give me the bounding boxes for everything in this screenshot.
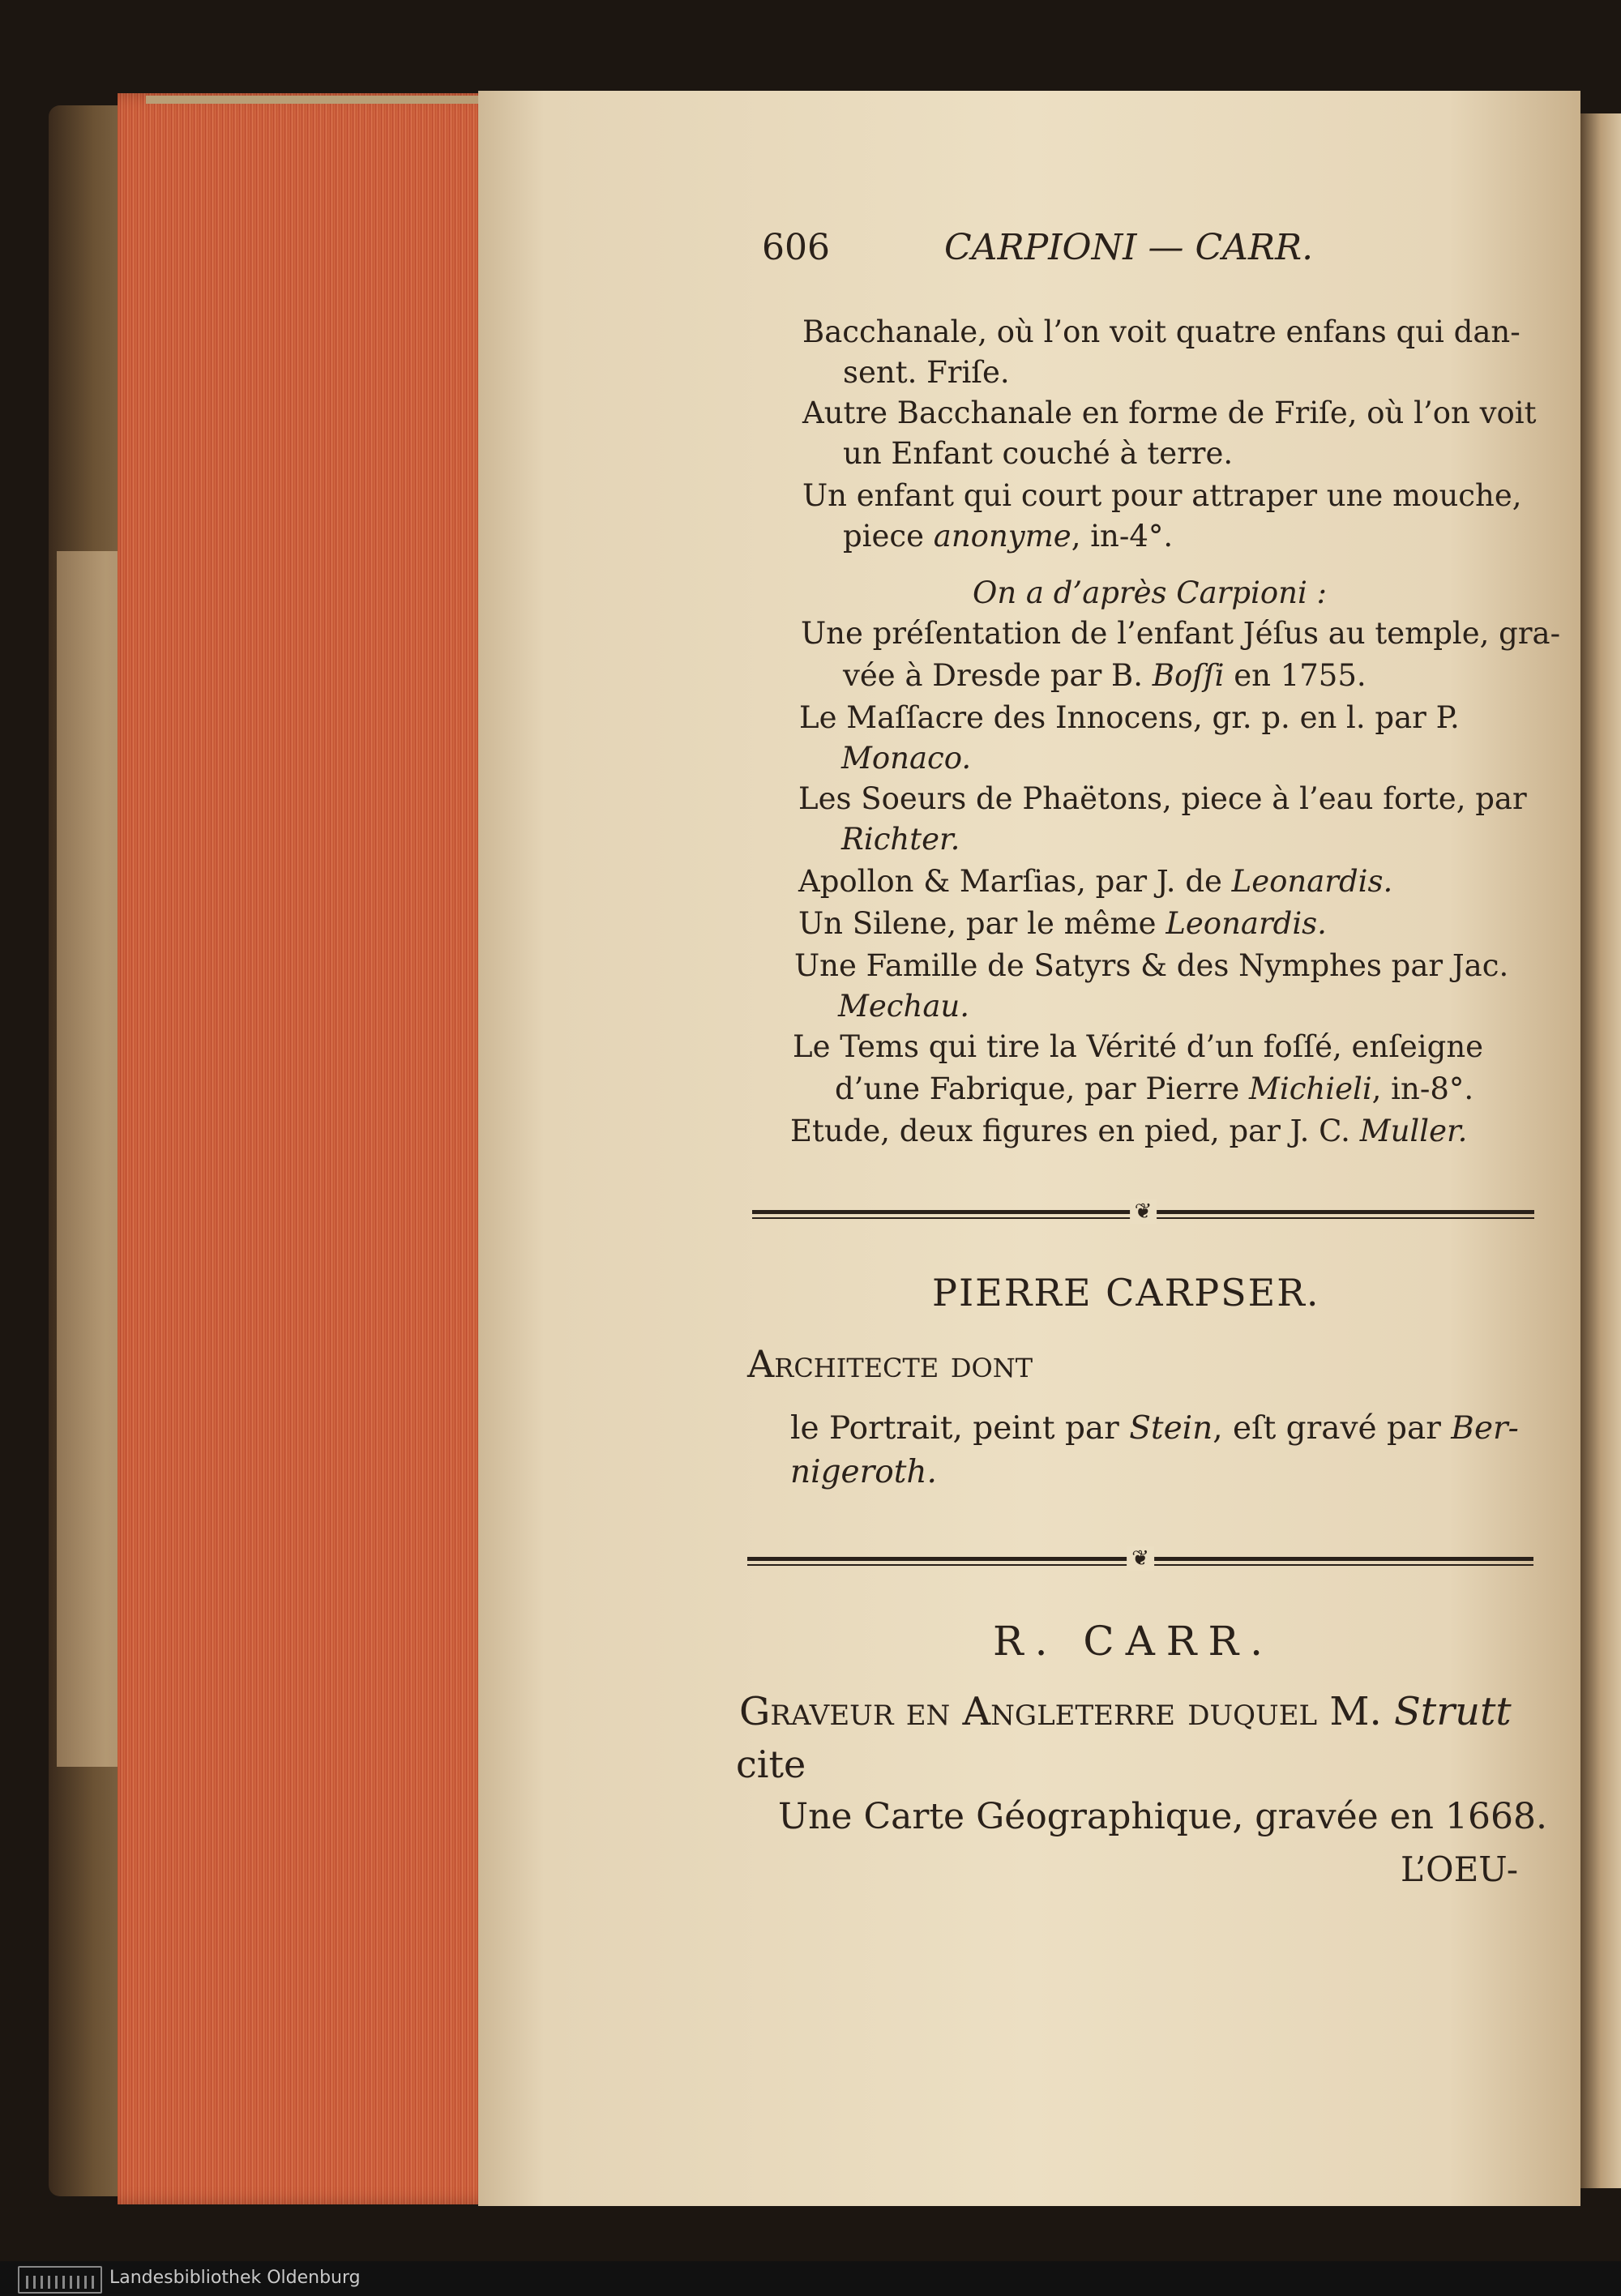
entry-lead: Architecte dont (747, 1342, 1033, 1386)
entry-line: Le Maſſacre des Innocens, gr. p. en l. par P. (799, 700, 1460, 735)
subheading: On a d’après Carpioni : (973, 575, 1328, 610)
entry-line: un Enfant couché à terre. (843, 436, 1234, 471)
running-title: CARPIONI — CARR. (944, 227, 1314, 268)
entry-title: PIERRE CARPSER. (932, 1271, 1320, 1315)
ornamental-rule (747, 1546, 1533, 1571)
facing-page-edge (1580, 113, 1621, 2188)
entry-line: Un Silene, par le même Leonardis. (798, 906, 1327, 941)
entry-line: d’une Fabrique, par Pierre Michieli, in-8°. (835, 1071, 1474, 1106)
catchword: L’OEU- (1401, 1849, 1519, 1889)
entry-line: le Portrait, peint par Stein, eſt gravé par Ber- (790, 1410, 1519, 1447)
entry-line: Un enfant qui court pour attraper une mouche, (802, 478, 1522, 513)
fleuron-ornament: ❦ (1127, 1546, 1154, 1571)
entry-line: Le Tems qui tire la Vérité d’un foſſé, enſeigne (793, 1029, 1484, 1064)
entry-line: Bacchanale, où l’on voit quatre enfans qui dan- (802, 314, 1520, 349)
red-fore-edge (118, 93, 503, 2204)
entry-lead: Graveur en Angleterre duquel M. Strutt (739, 1689, 1512, 1734)
entry-line: Monaco. (841, 741, 972, 776)
entry-line: Les Soeurs de Phaëtons, piece à l’eau forte, par (798, 781, 1527, 816)
fleuron-ornament: ❦ (1130, 1199, 1157, 1224)
entry-line: Richter. (841, 822, 960, 857)
entry-line: Mechau. (838, 989, 969, 1024)
entry-line: sent. Friſe. (843, 355, 1010, 390)
page-number: 606 (762, 227, 830, 268)
entry-line: vée à Dresde par B. Boſſi en 1755. (843, 658, 1367, 693)
library-logo-icon (18, 2266, 102, 2294)
entry-line: piece anonyme, in-4°. (843, 519, 1174, 554)
library-name: Landesbibliothek Oldenburg (109, 2268, 361, 2288)
entry-line: Apollon & Marſias, par J. de Leonardis. (798, 864, 1393, 899)
entry-line: nigeroth. (790, 1454, 937, 1490)
fore-edge-top (146, 96, 503, 104)
entry-title: R. CARR. (993, 1618, 1274, 1665)
entry-line: cite (736, 1742, 806, 1786)
entry-line: Une préſentation de l’enfant Jéſus au temple, gra- (801, 616, 1561, 651)
entry-line: Une Carte Géographique, gravée en 1668. (778, 1796, 1547, 1837)
ornamental-rule (752, 1199, 1534, 1224)
entry-line: Autre Bacchanale en forme de Friſe, où l’on voit (802, 395, 1537, 430)
entry-line: Une Famille de Satyrs & des Nymphes par Jac. (794, 948, 1509, 983)
entry-line: Etude, deux figures en pied, par J. C. Muller. (790, 1114, 1468, 1148)
